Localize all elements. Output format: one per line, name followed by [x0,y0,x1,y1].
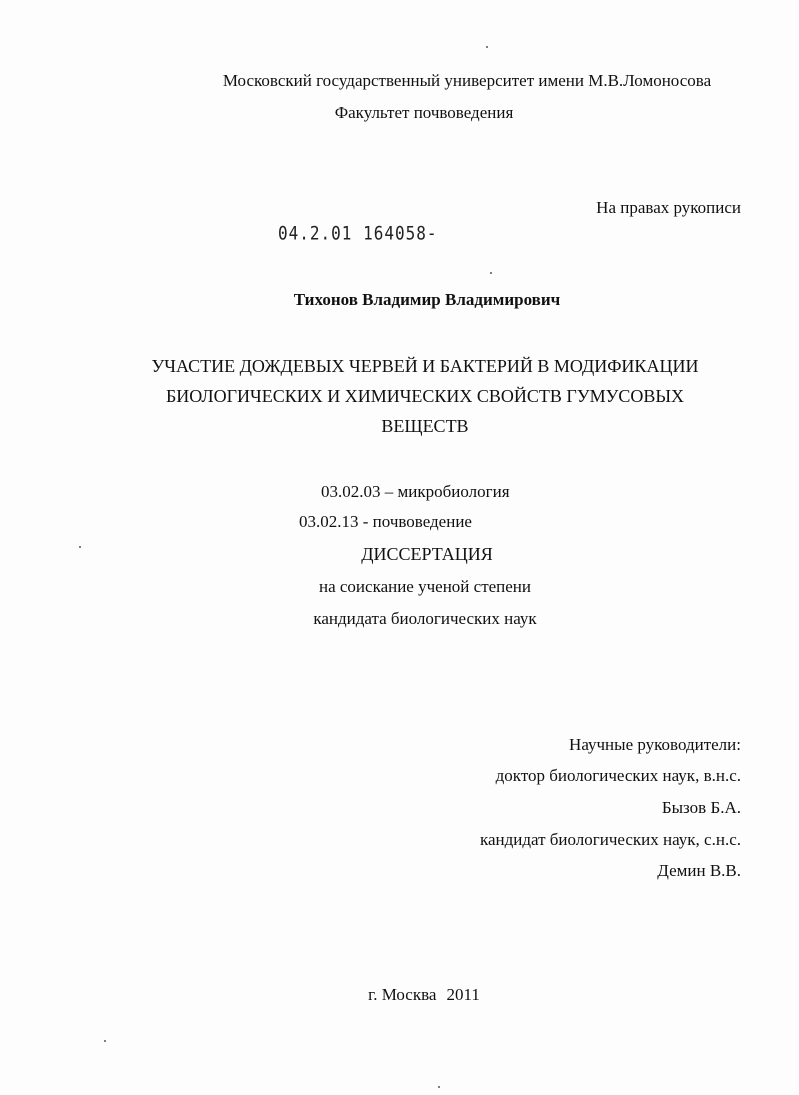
document-type: ДИССЕРТАЦИЯ [361,544,493,564]
registration-number-stamp: 04.2.01 164058- [278,222,438,244]
manuscript-rights-note: На правах рукописи [596,198,741,217]
place-and-year [0,985,799,1005]
specialty-code-soil-science: 03.02.13 - почвоведение [299,512,472,531]
degree-line-1: на соискание ученой степени [318,577,532,596]
title-line: БИОЛОГИЧЕСКИХ И ХИМИЧЕСКИХ СВОЙСТВ ГУМУСОВЫХ [165,386,685,406]
title-line: ВЕЩЕСТВ [381,416,469,436]
year: 2011 [446,985,480,1004]
faculty-name: Факультет почвоведения [334,103,514,122]
scan-speck [486,46,488,48]
city: г. Москва [368,985,437,1004]
scan-speck [79,546,81,548]
dissertation-title [100,351,750,441]
specialty-code-microbiology: 03.02.03 – микробиология [321,482,510,501]
degree-line-2: кандидата биологических наук [313,609,537,628]
supervisors-heading: Научные руководители: [569,735,741,754]
university-name: Московский государственный университет имени М.В.Ломоносова [222,71,712,90]
title-line: УЧАСТИЕ ДОЖДЕВЫХ ЧЕРВЕЙ И БАКТЕРИЙ В МОДИФИКАЦИИ [151,356,699,376]
scan-speck [490,272,492,274]
supervisor-1-name: Бызов Б.А. [661,798,741,817]
supervisor-1-title: доктор биологических наук, в.н.с. [495,766,741,785]
author-name: Тихонов Владимир Владимирович [293,290,561,309]
scan-speck [438,1086,440,1088]
supervisor-2-name: Демин В.В. [657,861,741,880]
scan-speck [104,1040,106,1042]
supervisor-2-title: кандидат биологических наук, с.н.с. [479,830,741,849]
